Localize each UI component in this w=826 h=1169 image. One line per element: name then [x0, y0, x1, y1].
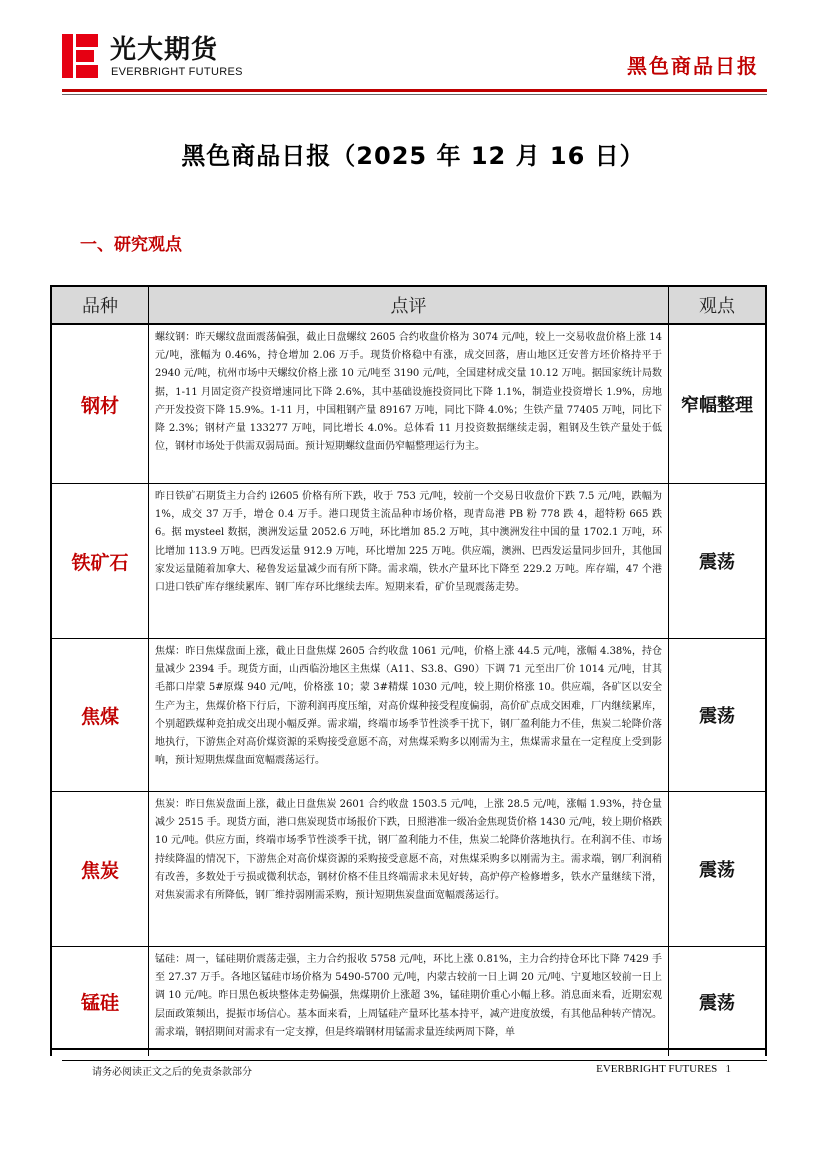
comment-text: 焦炭：昨日焦炭盘面上涨，截止日盘焦炭 2601 合约收盘 1503.5 元/吨，上涨 28.5 元/吨，涨幅 1.93%，持仓量减少 2515 手。现货方面，港口焦炭现货市场报价下跌，日照港准一级冶金焦现货价格 1430 元/吨，较上期价格跌 10 元/吨。供应方面，终端市场季节性淡季干扰，钢厂盈利能力不佳，焦炭二轮降价落地执行。在利润不佳、市场持续降温的情况下，下游焦企对高价煤资源的采购接受意愿不高，对焦煤采购多以刚需为主。需求端，钢厂利润稍有改善，多数处于亏损或微利状态，钢材价格不佳且终端需求未见好转，高炉停产检修增多，铁水产量继续下滑，对焦炭需求有所降低，钢厂维持弱刚需采购，预计短期焦炭盘面宽幅震荡运行。 — [149, 792, 669, 946]
comment-text: 焦煤：昨日焦煤盘面上涨，截止日盘焦煤 2605 合约收盘 1061 元/吨，价格上涨 44.5 元/吨，涨幅 4.38%，持仓量减少 2394 手。现货方面，山西临汾地区主焦煤（A11、S3.8、G90）下调 71 元至出厂价 1014 元/吨，甘其毛都口岸蒙 5#原煤 940 元/吨，价格涨 10；蒙 3#精煤 1030 元/吨，较上期价格涨 10。供应端，各矿区以安全生产为主，焦煤价格下行后，下游利润再度压缩，对高价煤种接受程度偏弱，高价矿点成交困难，厂内继续累库，个别超跌煤种竞拍成交出现小幅反弹。需求端，终端市场季节性淡季干扰下，钢厂盈利能力不佳，焦炭二轮降价落地执行，下游焦企对高价煤资源的采购接受意愿不高，对焦煤采购多以刚需为主，焦煤需求量在一定程度上受到影响，预计短期焦煤盘面宽幅震荡运行。 — [149, 639, 669, 791]
table-row — [52, 484, 765, 639]
brand-name-cn: 光大期货 — [110, 35, 219, 65]
table-row — [52, 325, 765, 484]
view-text: 震荡 — [699, 706, 735, 727]
report-title: 黑色商品日报（2025 年 12 月 16 日） — [181, 142, 645, 170]
brand-name-en: EVERBRIGHT FUTURES — [111, 66, 243, 78]
page-header — [62, 34, 767, 98]
header-view: 观点 — [699, 296, 735, 317]
comment-text: 螺纹钢：昨天螺纹盘面震荡偏强，截止日盘螺纹 2605 合约收盘价格为 3074 元/吨，较上一交易收盘价格上涨 14 元/吨，涨幅为 0.46%，持仓增加 2.06 万手。现货价格稳中有涨，成交回落，唐山地区迁安普方坯价格持平于 2940 元/吨，杭州市场中天螺纹价格上涨 10 元/吨至 3190 元/吨，全国建材成交量 10.12 万吨。据国家统计局数据，1-11 月固定资产投资增速同比下降 2.6%，其中基础设施投资同比下降 1.1%，制造业投资增长 1.9%，房地产开发投资下降 15.9%。1-11 月，中国粗钢产量 89167 万吨，同比下降 4.0%；生铁产量 77405 万吨，同比下降 2.3%；钢材产量 133277 万吨，同比增长 4.0%。总体看 11 月投资数据继续走弱，粗钢及生铁产量处于低位，钢材市场处于供需双弱局面。预计短期螺纹盘面仍窄幅整理运行为主。 — [149, 325, 669, 483]
comment-text: 锰硅：周一，锰硅期价震荡走强，主力合约报收 5758 元/吨，环比上涨 0.81%，主力合约持仓环比下降 7429 手至 27.37 万手。各地区锰硅市场价格为 5490-5700 元/吨，内蒙古较前一日上调 20 元/吨、宁夏地区较前一日上调 10 元/吨。昨日黑色板块整体走势偏强，焦煤期价上涨超 3%，锰硅期价重心小幅上移。消息面来看，近期宏观层面政策频出，提振市场信心。基本面来看，上周锰硅产量环比基本持平，减产进度放缓，有其他品种转产情况。需求端，钢招期间对需求有一定支撑，但是终端钢材用锰需求量连续两周下降，单 — [149, 947, 669, 1056]
table-row — [52, 792, 765, 947]
view-text: 震荡 — [699, 860, 735, 881]
section-title: 一、研究观点 — [80, 235, 182, 255]
report-tag: 黑色商品日报 — [627, 54, 759, 78]
view-text: 震荡 — [699, 992, 735, 1014]
view-text: 震荡 — [699, 552, 735, 573]
header-rule-red — [62, 89, 767, 92]
variety-name: 铁矿石 — [52, 484, 149, 638]
research-views-table — [50, 285, 767, 1056]
footer-rule — [62, 1060, 767, 1061]
footer-brand-text: EVERBRIGHT FUTURES — [596, 1063, 718, 1075]
header-comment: 点评 — [149, 287, 669, 323]
table-row — [52, 947, 765, 1056]
page-number: 1 — [725, 1063, 731, 1075]
variety-name: 焦煤 — [52, 639, 149, 791]
table-bottom-rule — [50, 1048, 767, 1050]
everbright-logo-icon — [62, 34, 102, 78]
header-variety: 品种 — [52, 287, 149, 323]
view-text: 窄幅整理 — [681, 395, 753, 416]
table-row — [52, 639, 765, 792]
footer-disclaimer: 请务必阅读正文之后的免责条款部分 — [92, 1067, 252, 1078]
variety-name: 锰硅 — [52, 947, 149, 1056]
comment-text: 昨日铁矿石期货主力合约 i2605 价格有所下跌，收于 753 元/吨，较前一个交易日收盘价下跌 7.5 元/吨，跌幅为 1%，成交 37 万手，增仓 0.4 万手。港口现货主流品种市场价格，现青岛港 PB 粉 778 跌 4，超特粉 665 跌 6。据 mysteel 数据，澳洲发运量 2052.6 万吨，环比增加 85.2 万吨，其中澳洲发往中国的量 1702.1 万吨，环比增加 113.9 万吨。巴西发运量 912.9 万吨，环比增加 225 万吨。供应端，澳洲、巴西发运量同步回升，其他国家发运量随着加拿大、秘鲁发运量减少而有所下降。需求端，铁水产量环比下降至 229.2 万吨。库存端，47 个港口进口铁矿库存继续累库、钢厂库存环比继续去库。短期来看，矿价呈现震荡走势。 — [149, 484, 669, 638]
variety-name: 焦炭 — [52, 792, 149, 946]
header-rule-dark — [62, 94, 767, 95]
variety-name: 钢材 — [52, 325, 149, 483]
footer-brand — [596, 1063, 731, 1075]
table-header-row — [52, 287, 765, 325]
